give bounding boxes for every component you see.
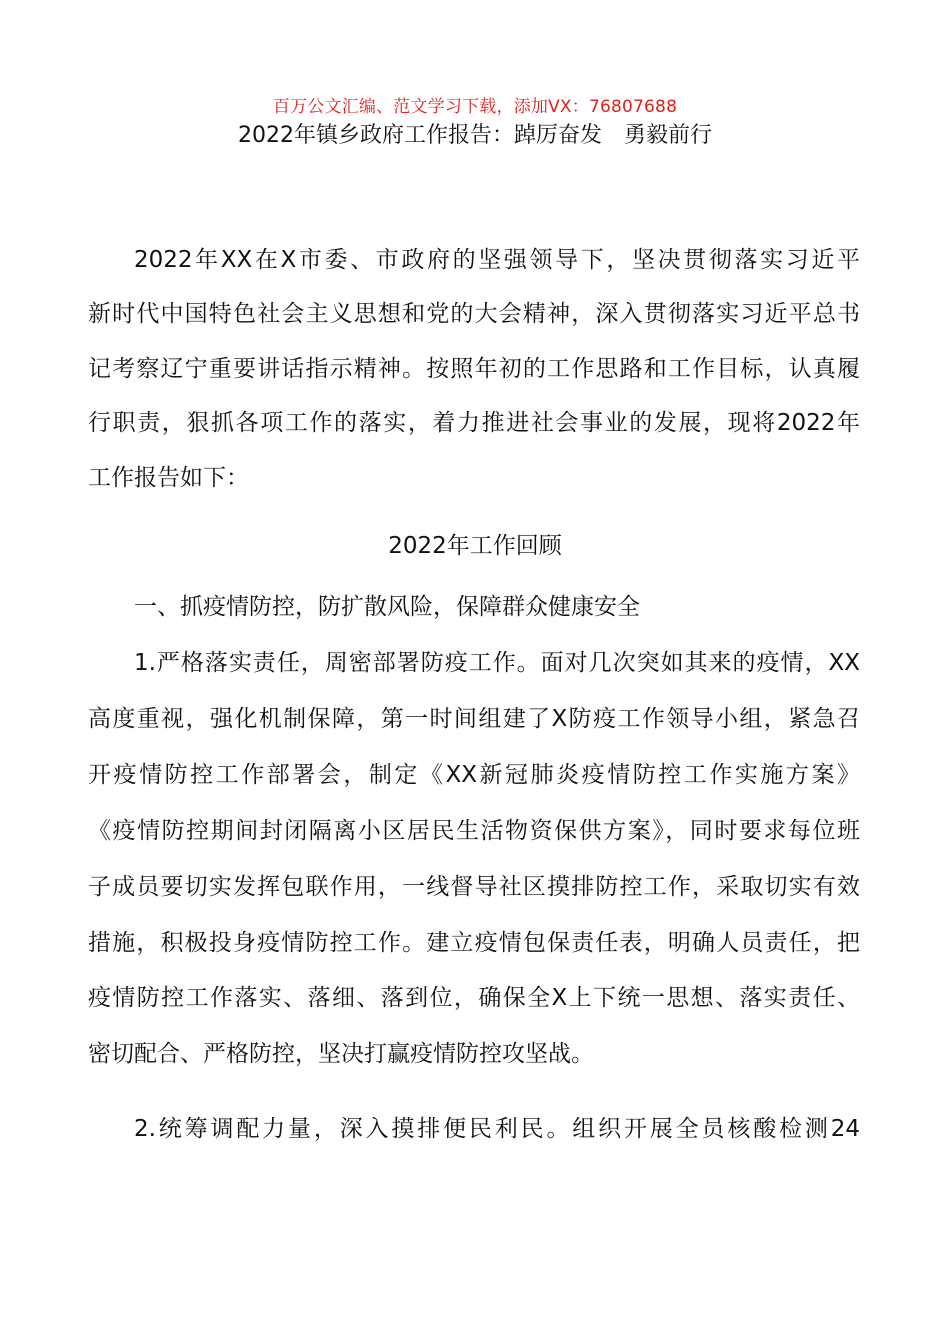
paragraph-line: 记考察辽宁重要讲话指示精神。按照年初的工作思路和工作目标，认真履 xyxy=(88,356,860,382)
paragraph-line: 高度重视，强化机制保障，第一时间组建了X防疫工作领导小组，紧急召 xyxy=(88,706,860,732)
paragraph-line: 开疫情防控工作部署会，制定《XX新冠肺炎疫情防控工作实施方案》 xyxy=(88,762,860,788)
paragraph-line: 2022年XX在X市委、市政府的坚强领导下，坚决贯彻落实习近平 xyxy=(134,247,860,273)
paragraph-line: 疫情防控工作落实、落细、落到位，确保全X上下统一思想、落实责任、 xyxy=(88,985,860,1011)
paragraph-line: 新时代中国特色社会主义思想和党的大会精神，深入贯彻落实习近平总书 xyxy=(88,301,860,327)
paragraph-line: 1.严格落实责任，周密部署防疫工作。面对几次突如其来的疫情，XX xyxy=(134,650,860,676)
paragraph-line: 措施，积极投身疫情防控工作。建立疫情包保责任表，明确人员责任，把 xyxy=(88,930,860,956)
paragraph-line: 《疫情防控期间封闭隔离小区居民生活物资保供方案》，同时要求每位班 xyxy=(88,818,860,844)
section-heading: 2022年工作回顾 xyxy=(388,533,562,559)
document-title: 2022年镇乡政府工作报告：踔厉奋发 勇毅前行 xyxy=(238,123,712,148)
watermark-banner: 百万公文汇编、范文学习下载，添加VX：76807688 xyxy=(272,97,678,117)
paragraph-line: 密切配合、严格防控，坚决打赢疫情防控攻坚战。 xyxy=(88,1041,594,1067)
subheading: 一、抓疫情防控，防扩散风险，保障群众健康安全 xyxy=(134,594,640,620)
paragraph-line: 工作报告如下： xyxy=(88,465,249,491)
paragraph-line: 2.统筹调配力量，深入摸排便民利民。组织开展全员核酸检测24 xyxy=(134,1116,860,1142)
paragraph-line: 行职责，狠抓各项工作的落实，着力推进社会事业的发展，现将2022年 xyxy=(88,410,860,436)
paragraph-line: 子成员要切实发挥包联作用，一线督导社区摸排防控工作，采取切实有效 xyxy=(88,874,860,900)
